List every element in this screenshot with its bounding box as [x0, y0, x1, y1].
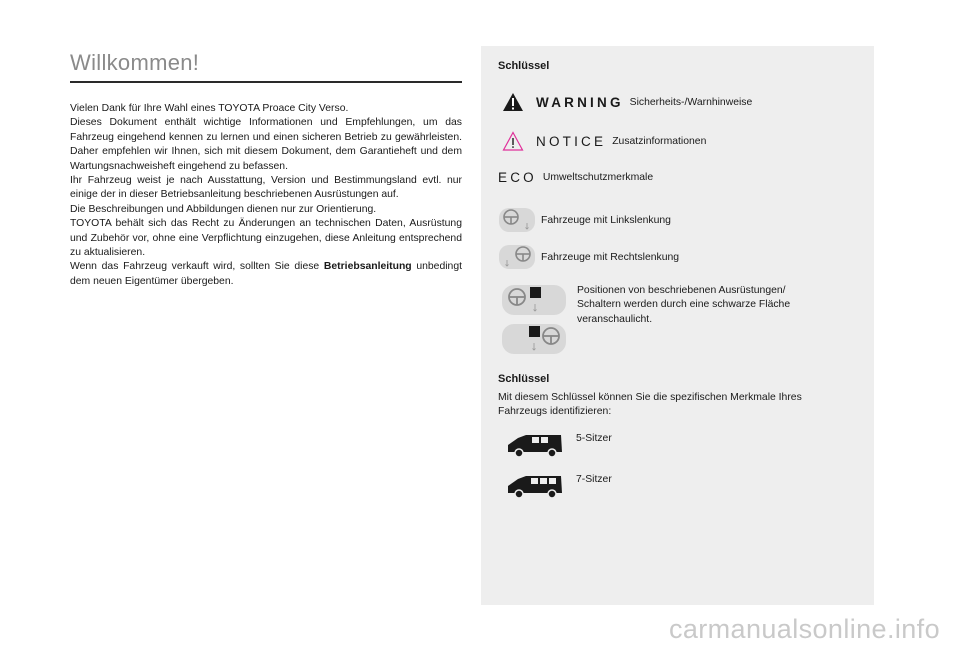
notice-word: NOTICE: [536, 133, 607, 149]
lhd-label: Fahrzeuge mit Linkslenkung: [541, 214, 671, 226]
key-heading: Schlüssel: [498, 60, 550, 72]
seat5-label: 5-Sitzer: [576, 432, 612, 444]
welcome-text: [70, 102, 462, 289]
left-hand-drive-icon: [498, 207, 536, 233]
five-seater-van-icon: [506, 432, 564, 458]
warning-word: WARNING: [536, 94, 624, 110]
page-title: Willkommen!: [70, 50, 200, 75]
warning-label: Sicherheits-/Warnhinweise: [629, 96, 753, 108]
paragraph-document: Dieses Dokument enthält wichtige Informationen und Empfehlungen, um das Fahrzeug eingehend kennen zu lernen und einen sicheren Betrieb zu gewährleisten. Daher empfehlen wir Ihnen, sich mit diesem Dokument, dem Garantieheft und dem Wartungsnachweisheft eingehend zu befassen.: [70, 117, 462, 172]
seat7-label: 7-Sitzer: [576, 473, 612, 485]
right-hand-drive-icon: [498, 244, 536, 270]
paragraph-equipment: Ihr Fahrzeug weist je nach Ausstattung, Version und Bestimmungsland evtl. nur einige der in dieser Betriebsanleitung beschriebenen Ausrüstungen auf.: [70, 175, 462, 201]
key-panel: [481, 46, 874, 605]
seat5-row: [506, 432, 612, 458]
watermark: carmanualsonline.info: [668, 614, 940, 644]
key-description: Mit diesem Schlüssel können Sie die spezifischen Merkmale Ihres Fahrzeugs identifizieren:: [498, 392, 802, 418]
warning-triangle-icon: [502, 92, 524, 112]
lhd-row: [498, 207, 671, 233]
notice-triangle-icon: [502, 131, 524, 151]
warning-row: [502, 92, 752, 112]
manual-term: Betriebsanleitung: [323, 261, 412, 273]
key-heading-2: Schlüssel: [498, 373, 550, 385]
eco-label: Umweltschutzmerkmale: [542, 172, 654, 183]
notice-row: [502, 131, 706, 151]
rhd-label: Fahrzeuge mit Rechtslenkung: [541, 251, 680, 263]
notice-label: Zusatzinformationen: [612, 135, 707, 147]
welcome-section: [70, 50, 462, 289]
paragraph-changes: TOYOTA behält sich das Recht zu Änderungen an technischen Daten, Ausrüstung und Zubehör vor, ohne eine Verpflichtung einzugehen, diese Anleitung entsprechend zu aktualisieren.: [70, 218, 462, 259]
seat7-row: [506, 473, 612, 499]
paragraph-thanks: Vielen Dank für Ihre Wahl eines TOYOTA Proace City Verso.: [70, 103, 349, 114]
eco-row: [498, 170, 653, 185]
seven-seater-van-icon: [506, 473, 564, 499]
paragraph-sale: Wenn das Fahrzeug verkauft wird, sollten Sie diese Betriebsanleitung unbedingt dem neuen Eigentümer übergeben.: [70, 261, 462, 287]
paragraph-illustrations: Die Beschreibungen und Abbildungen dienen nur zur Orientierung.: [70, 203, 377, 215]
highlighted-position-icon: [502, 284, 566, 356]
positions-label: Positionen von beschriebenen Ausrüstungen/ Schaltern werden durch eine schwarze Fläche veranschaulicht.: [577, 285, 791, 325]
eco-word: ECO: [498, 170, 537, 185]
title-divider: [70, 81, 462, 83]
rhd-row: [498, 244, 679, 270]
